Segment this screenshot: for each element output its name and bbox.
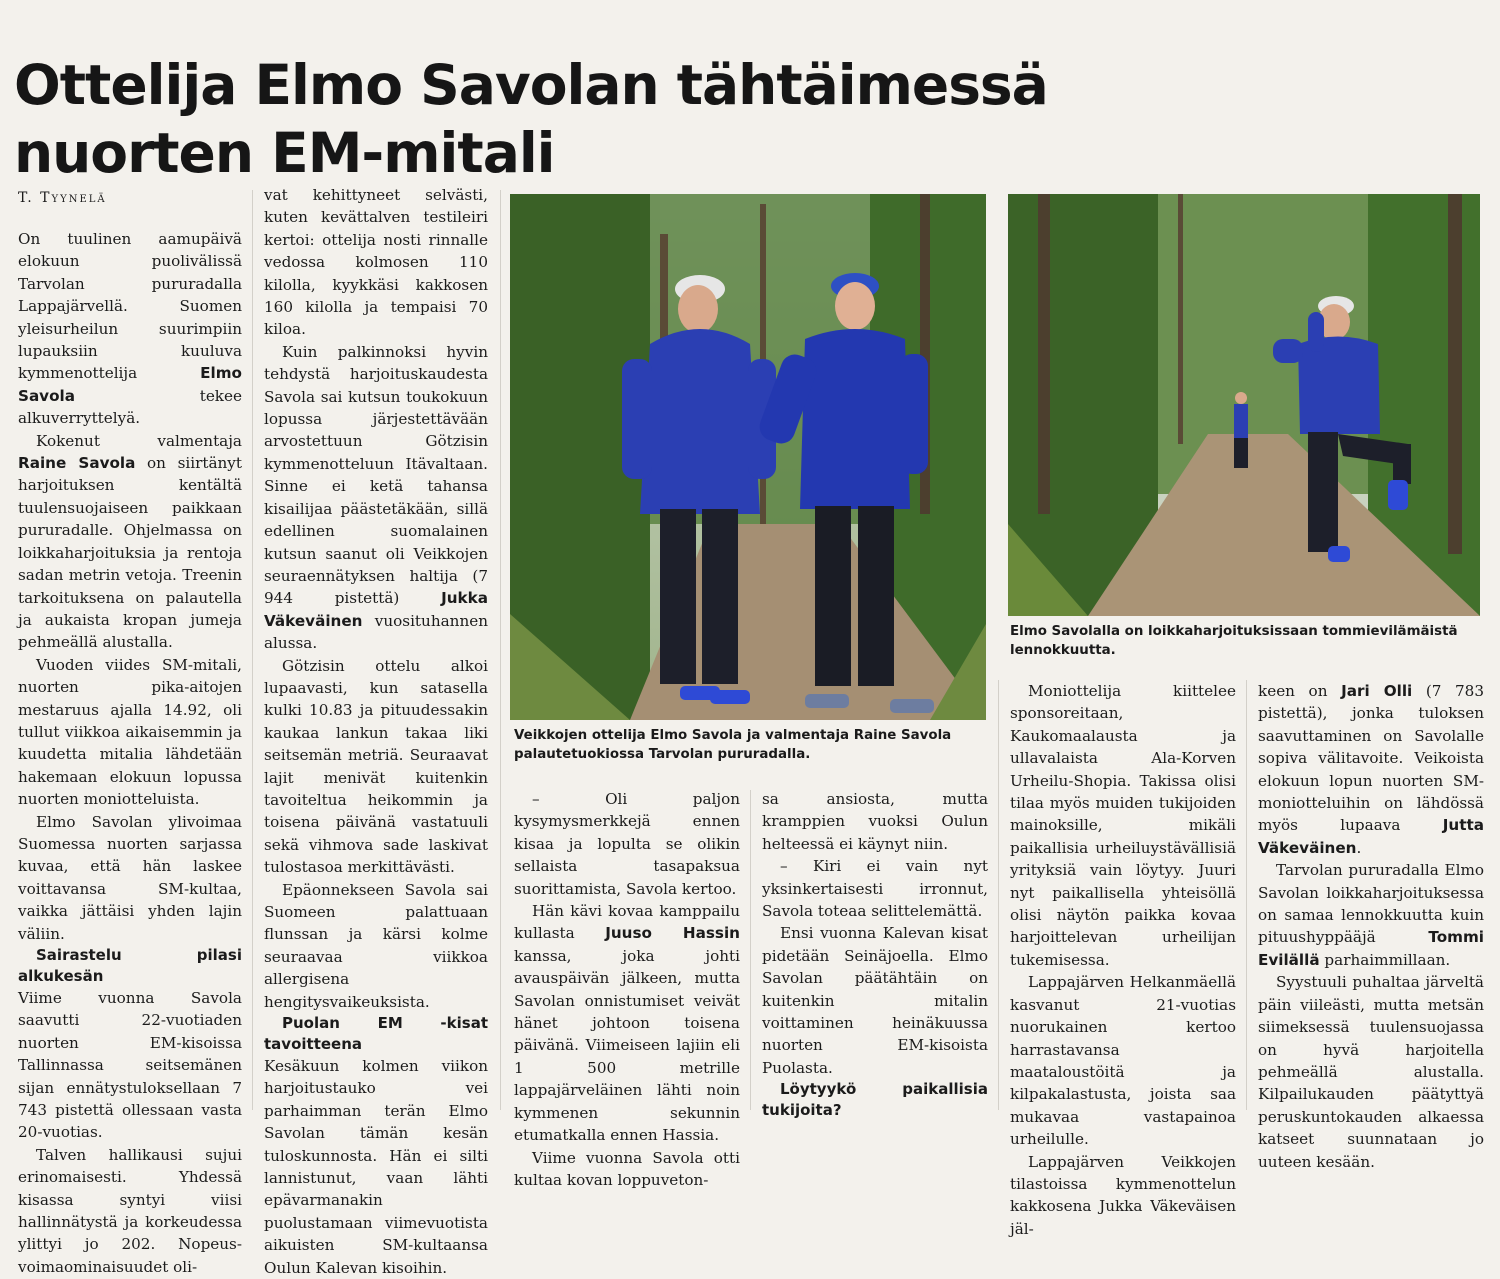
photo-caption-2: Elmo Savolalla on loikkaharjoituksissaan tommievilämäistä lennokkuutta. bbox=[1010, 624, 1458, 658]
paragraph: keen on Jari Olli (7 783 pistettä), jonka tuloksen saavuttaminen on Savolalle sopiva välitavoite. Veikoista elokuun lopun nuorten SM-moniotteluihin on lähdössä myös lupaava Jutta Väkeväinen. bbox=[1258, 682, 1484, 857]
paragraph: Kuin palkinnoksi hyvin tehdystä harjoituskaudesta Savola sai kutsun toukokuun lopussa järjestettävään arvostettuun Götzisin kymmenotteluun Itävaltaan. Sinne ei ketä tahansa kisailijaa päästetäkään, sillä edellinen suomalainen kutsun saanut oli Veikkojen seuraennätyksen haltija (7 944 pistettä) Jukka Väkeväinen vuosituhannen alussa. bbox=[264, 342, 488, 653]
photo-coach-and-athlete bbox=[510, 194, 986, 720]
column-rule bbox=[998, 680, 999, 1110]
byline: T. Tyynelä bbox=[18, 190, 107, 206]
photo-caption-1: Veikkojen ottelija Elmo Savola ja valmentaja Raine Savola palautetuokiossa Tarvolan pururadalla. bbox=[514, 728, 952, 762]
headline bbox=[14, 51, 1114, 187]
paragraph: Elmo Savolan ylivoimaa Suomessa nuorten sarjassa kuvaa, että hän laskee voittavansa SM-kultaa, vaikka jättäisi yhden lajin väliin. bbox=[18, 812, 242, 943]
paragraph: Viime vuonna Savola saavutti 22-vuotiaden nuorten EM-kisoissa Tallinnassa seitsemänen sijan ennätystuloksellaan 7 743 pistettä ollessaan vasta 20-vuotias. bbox=[18, 989, 242, 1142]
show-through-text bbox=[1130, 140, 1490, 200]
paragraph: – Kiri ei vain nyt yksinkertaisesti irronnut, Savola toteaa selittelemättä. bbox=[762, 857, 988, 921]
paragraph: Hän kävi kovaa kamppailu kullasta Juuso Hassin kanssa, joka johti avauspäivän jälkeen, mutta Savolan onnistumiset veivät hänet johtoon toisena päivänä. Viimeiseen lajiin eli 1 500 metrille lappajärveläinen lähti noin kymmenen sekunnin etumatkalla ennen Hassia. bbox=[514, 902, 740, 1145]
paragraph: Viime vuonna Savola otti kultaa kovan loppuveton- bbox=[514, 1148, 740, 1189]
headline-line-1: Ottelija Elmo Savolan tähtäimessä bbox=[14, 52, 1048, 117]
article-column-4 bbox=[762, 788, 988, 1118]
paragraph: Epäonnekseen Savola sai Suomeen palattuaan flunssan ja kärsi kolme seuraavaa viikkoa allergisena hengitysvaikeuksista. bbox=[264, 880, 488, 1011]
photo-athlete-jumping bbox=[1008, 194, 1480, 616]
paragraph: – Oli paljon kysymysmerkkejä ennen kisaa ja lopulta se olikin sellaista tasapaksua suorittamista, Savola kertoo. bbox=[514, 790, 740, 898]
paragraph: Lappajärven Helkanmäellä kasvanut 21-vuotias nuorukainen kertoo harrastavansa maataloustöitä ja kilpakalastusta, joista saa mukavaa vastapainoa urheilulle. bbox=[1010, 973, 1236, 1149]
paragraph: On tuulinen aamupäivä elokuun puolivälissä Tarvolan pururadalla Lappajärvellä. Suomen yleisurheilun suurimpiin lupauksiin kuuluva kymmenottelija Elmo Savola tekee alkuverryttelyä. bbox=[18, 230, 242, 428]
paragraph: Lappajärven Veikkojen tilastoissa kymmenottelun kakkosena Jukka Väkeväisen jäl- bbox=[1010, 1152, 1236, 1238]
article-column-3 bbox=[514, 788, 740, 1189]
subheading: Puolan EM -kisat tavoitteena bbox=[264, 1014, 488, 1054]
paragraph: Vuoden viides SM-mitali, nuorten pika-aitojen mestaruus ajalla 14.92, oli tullut viikkoa aikaisemmin ja kuudetta mitalia lähdetään hakemaan elokuun lopussa nuorten moniotteluista. bbox=[18, 655, 242, 809]
paragraph: Talven hallikausi sujui erinomaisesti. Yhdessä kisassa syntyi viisi hallinnätystä ja korkeudessa ylittyi jo 202. Nopeus-voimaominaisuudet oli- bbox=[18, 1145, 242, 1276]
article-column-5 bbox=[1010, 680, 1236, 1238]
paragraph: vat kehittyneet selvästi, kuten kevättalven testileiri kertoi: ottelija nosti rinnalle vedossa kolmosen 110 kilolla, kyykkäsi kakkosen 160 kilolla ja tempaisi 70 kiloa. bbox=[264, 186, 488, 339]
subheading: Sairastelu pilasi alkukesän bbox=[18, 946, 242, 985]
column-rule bbox=[500, 190, 501, 1110]
headline-line-2: nuorten EM-mitali bbox=[14, 120, 555, 185]
article-column-6 bbox=[1258, 680, 1484, 1171]
paragraph: Kokenut valmentaja Raine Savola on siirtänyt harjoituksen kentältä tuulensuojaiseen paikkaan pururadalle. Ohjelmassa on loikkaharjoituksia ja rentoja sadan metrin vetoja. Treenin tarkoituksena on palautella ja aukaista kropan jumeja pehmeällä alustalla. bbox=[18, 431, 242, 652]
paragraph: Moniottelija kiittelee sponsoreitaan, Kaukomaalausta ja ullavalaista Ala-Korven Urheilu-Shopia. Takissa olisi tilaa myös muiden tukijoiden mainoksille, mikäli paikallisia urheiluystävällisiä yrityksiä vain löytyy. Juuri nyt paikallisella yhteisöllä olisi näytön paikka kovaa harjoittelevan urheilijan tukemisessa. bbox=[1010, 682, 1236, 969]
paragraph: Ensi vuonna Kalevan kisat pidetään Seinäjoella. Elmo Savolan päätähtäin on kuitenkin mitalin voittaminen heinäkuussa nuorten EM-kisoista Puolasta. bbox=[762, 924, 988, 1077]
column-rule bbox=[750, 790, 751, 1110]
column-rule bbox=[252, 190, 253, 1110]
paragraph: sa ansiosta, mutta kramppien vuoksi Oulun helteessä ei käynyt niin. bbox=[762, 790, 988, 853]
paragraph: Syystuuli puhaltaa järveltä päin viileästi, mutta metsän siimeksessä tuulensuojassa on hyvä harjoitella pehmeällä alustalla. Kilpailukauden päätyttyä peruskuntokauden alkaessa katseet suunnataan jo uuteen kesään. bbox=[1258, 973, 1484, 1171]
article-column-1 bbox=[18, 228, 242, 1276]
subheading: Löytyykö paikallisia tukijoita? bbox=[762, 1080, 988, 1120]
paragraph: Kesäkuun kolmen viikon harjoitustauko vei parhaimman terän Elmo Savolan tämän kesän tuloskunnosta. Hän ei silti lannistunut, vaan lähti epävarmanakin puolustamaan viimevuotista aikuisten SM-kultaansa Oulun Kalevan kisoihin. bbox=[264, 1057, 488, 1277]
paragraph: Tarvolan pururadalla Elmo Savolan loikkaharjoituksessa on samaa lennokkuutta kuin pituushyppääjä Tommi Evilällä parhaimmillaan. bbox=[1258, 861, 1484, 969]
column-rule bbox=[1246, 680, 1247, 1110]
paragraph: Götzisin ottelu alkoi lupaavasti, kun satasella kulki 10.83 ja pituudessakin kaukaa lankun takaa liki seitsemän metriä. Seuraavat lajit menivät kuitenkin tavoiteltua heikommin ja toisena päivänä vastatuuli sekä vihmova sade laskivat tulostasoa merkittävästi. bbox=[264, 656, 488, 877]
article-column-2 bbox=[264, 184, 488, 1277]
